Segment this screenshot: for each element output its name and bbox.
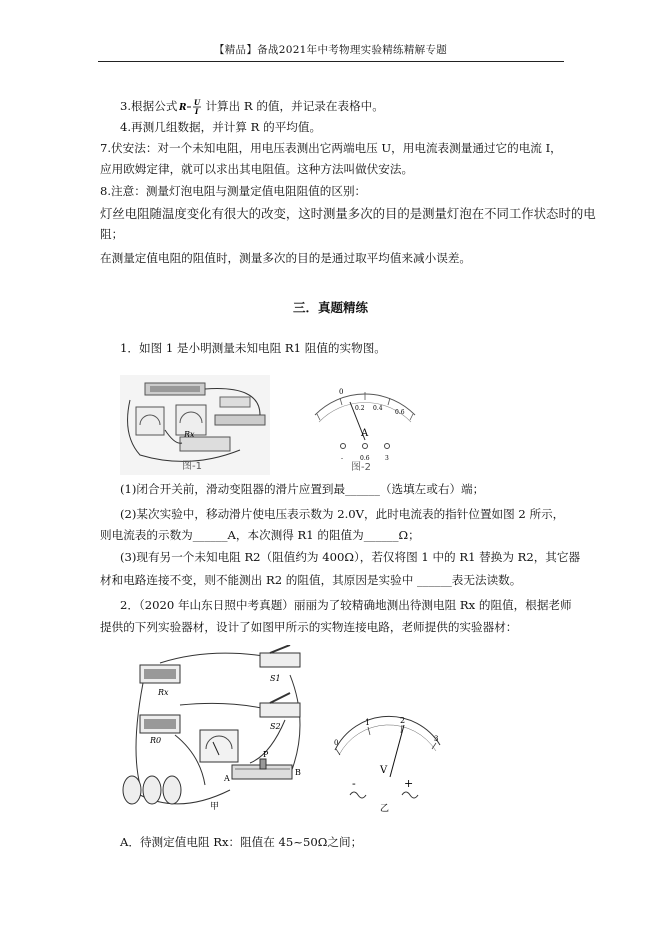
fig2-unit: A xyxy=(361,428,369,439)
fig-yi-tick-1: 1 xyxy=(365,718,371,727)
formula-numerator: U xyxy=(194,98,201,107)
formula-denominator: I xyxy=(195,107,199,116)
text-line: 灯丝电阻随温度变化有很大的改变，这时测量多次的目的是测量灯泡在不同工作状态时的电 xyxy=(100,206,596,221)
fig2-terminal-06: 0.6 xyxy=(360,455,370,462)
question-1-sub-1: (1)闭合开关前，滑动变阻器的滑片应置到最______（选填左或右）端； xyxy=(120,482,485,496)
fig-jia-s1: S1 xyxy=(270,674,281,683)
figure-yi-voltmeter xyxy=(330,715,445,815)
fig2-tick-3: 0.6 xyxy=(395,409,405,416)
text-line: 在测量定值电阻的阻值时，测量多次的目的是通过取平均值来减小误差。 xyxy=(100,251,472,265)
formula-lead: 3.根据公式 xyxy=(120,99,178,113)
text-line: 阻； xyxy=(100,227,124,241)
fig-jia-s2: S2 xyxy=(270,722,281,731)
fig-jia-caption: 甲 xyxy=(210,802,220,812)
fig-jia-p: P xyxy=(263,750,269,759)
header-divider xyxy=(98,61,564,62)
fig-jia-rx: Rx xyxy=(158,688,169,697)
fig-yi-tick-3: 3 xyxy=(434,735,439,743)
question-1-sub-3a: (3)现有另一个未知电阻 R2（阻值约为 400Ω），若仅将图 1 中的 R1 替换为 R2，其它器 xyxy=(120,550,581,564)
page-header: 【精品】备战2021年中考物理实验精练精解专题 xyxy=(213,44,448,56)
fig2-tick-2: 0.4 xyxy=(373,405,383,412)
fig2-terminal-3: 3 xyxy=(385,455,389,462)
question-1-sub-2a: (2)某次实验中，移动滑片使电压表示数为 2.0V，此时电流表的指针位置如图 2 所示， xyxy=(120,507,565,521)
fig-yi-tick-2: 2 xyxy=(400,716,406,725)
ohm-formula xyxy=(179,98,203,116)
fig-yi-tick-0: 0 xyxy=(334,739,339,747)
fig1-caption: 图-1 xyxy=(182,461,202,472)
fig-jia-b: B xyxy=(295,768,301,777)
figure-jia-circuit xyxy=(120,645,320,820)
fig-yi-unit: V xyxy=(380,765,388,776)
question-1-sub-2b: 则电流表的示数为______A，本次测得 R1 的阻值为______Ω； xyxy=(100,528,420,542)
fig2-tick-1: 0.2 xyxy=(355,405,365,412)
question-2-stem-b: 提供的下列实验器材，设计了如图甲所示的实物连接电路，老师提供的实验器材： xyxy=(100,620,518,634)
formula-lhs: R xyxy=(179,103,187,113)
fig-yi-needle xyxy=(390,725,404,777)
fig2-terminal-minus: - xyxy=(341,455,344,462)
fig-yi-caption: 乙 xyxy=(380,804,390,814)
text-line: 应用欧姆定律，就可以求出其电阻值。这种方法叫做伏安法。 xyxy=(100,162,414,176)
fig2-caption: 图-2 xyxy=(351,462,371,473)
figure-2-ammeter xyxy=(305,380,425,470)
text-line: 7.伏安法：对一个未知电阻，用电压表测出它两端电压 U，用电流表测量通过它的电流 I， xyxy=(100,141,562,155)
figure-1-circuit xyxy=(120,375,270,475)
text-line-formula xyxy=(120,98,384,116)
text-line: 8.注意：测量灯泡电阻与测量定值电阻阻值的区别： xyxy=(100,184,367,198)
question-1-sub-3b: 材和电路连接不变，则不能测出 R2 的阻值，其原因是实验中 ______表无法读数。 xyxy=(100,573,522,587)
question-2-item-a: A．待测定值电阻 Rx：阻值在 45~50Ω之间； xyxy=(120,835,363,849)
formula-trail: 计算出 R 的值，并记录在表格中。 xyxy=(205,99,384,113)
fig-jia-a: A xyxy=(224,774,230,783)
fig-jia-r0: R0 xyxy=(150,736,162,745)
fig1-resistor-label: Rx xyxy=(184,430,195,439)
text-line: 4.再测几组数据，并计算 R 的平均值。 xyxy=(120,120,322,134)
question-1-stem: 1．如图 1 是小明测量未知电阻 R1 阻值的实物图。 xyxy=(120,341,386,355)
fig-yi-plus: + xyxy=(404,777,414,790)
fig-yi-minus: - xyxy=(352,777,356,790)
section-title: 三．真题精练 xyxy=(292,300,368,315)
fig2-tick-0: 0 xyxy=(339,388,344,396)
question-2-stem-a: 2．（2020 年山东日照中考真题）丽丽为了较精确地测出待测电阻 Rx 的阻值，根据老师 xyxy=(120,598,572,612)
figure-2-caption-box xyxy=(345,458,385,474)
